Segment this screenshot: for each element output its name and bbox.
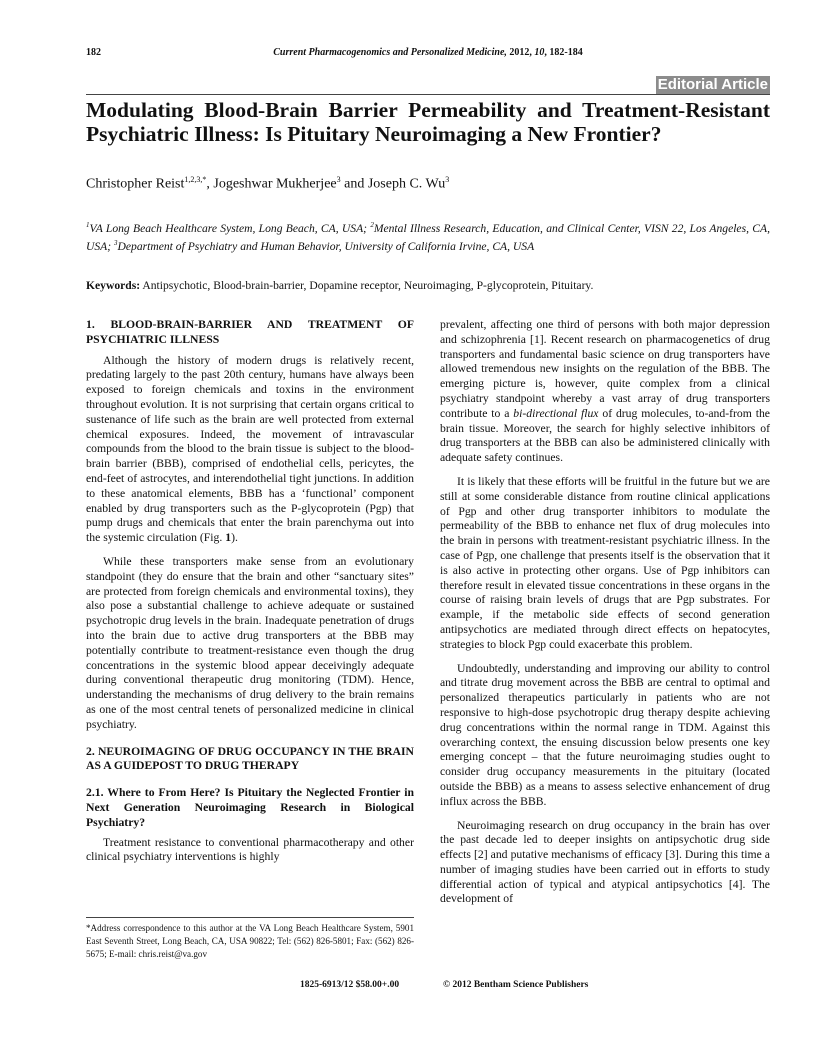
section-heading: 2. NEUROIMAGING OF DRUG OCCUPANCY IN THE BRAIN AS A GUIDEPOST TO DRUG THERAPY bbox=[86, 744, 414, 773]
author-affiliation-marker: 3 bbox=[336, 175, 341, 184]
header-divider bbox=[86, 94, 770, 95]
paragraph: Treatment resistance to conventional pharmacotherapy and other clinical psychiatry interventions is highly bbox=[86, 835, 414, 864]
paragraph: Undoubtedly, understanding and improving our ability to control and titrate drug movement across the BBB are central to optimal and personalized therapeutics particularly in patients who are not responsive to high-dose psychotropic drug therapy despite achieving drug concentrations within the normal range in TDM. Against this overarching context, the ensuing discussion below presents one key emerging concept – that the future neuroimaging studies ought to consider drug occupancy measurements in the pituitary (located outside the BBB) as a means to assess selective enhancement of drug influx across the BBB. bbox=[440, 661, 770, 808]
paragraph: It is likely that these efforts will be fruitful in the future but we are still at some considerable distance from routine clinical applications of Pgp and other drug transporter inhibitors to modulate the permeability of the BBB to enhance net flux of drug molecules into the brain in persons with treatment-resistant psychiatric illness. In the case of Pgp, one challenge that presents itself is the observation that it is also active in protecting other organs. Use of Pgp inhibitors can therefore result in elevated tissue concentrations in these organs in the course of raising brain levels of drugs that are Pgp substrates. For example, if the metabolic side effects of second generation antipsychotics are mediated through direct effects on hepatocytes, strategies to block Pgp could exacerbate this problem. bbox=[440, 474, 770, 651]
figure-reference[interactable]: 1 bbox=[225, 531, 232, 545]
affiliation: Mental Illness Research, Education, and Clinical Center, VISN 22, Los Angeles, CA, USA; bbox=[86, 221, 770, 253]
affiliations: $^1$VA Long Beach Healthcare System, Long Beach, CA, USA; $^2$Mental Illness Research, Education, and Clinical Center, VISN 22, Los Angeles, CA, USA; $^3$Department of Psychiatry and Human Behavior, University of California Irvine, CA, USA bbox=[86, 221, 770, 253]
correspondence-footnote: *Address correspondence to this author at the VA Long Beach Healthcare System, 5901 East Seventh Street, Long Beach, CA, USA 90822; Tel: (562) 826-5801; Fax: (562) 826-5675; E-mail: chris.reist@va.gov bbox=[86, 923, 414, 959]
paragraph: prevalent, affecting one third of persons with both major depression and schizophrenia [1]. Recent research on pharmacogenetics of drug transporters and fundamental basic science on drug transporters have allowed tremendous new insights on the regulation of the BBB. The emerging picture is, however, quite complex from a clinical psychiatry standpoint whereby a vast array of drug transporters contribute to a bi-directional flux of drug molecules, to-and-from the brain tissue. Moreover, the search for highly selective inhibitors of drug transporters at the BBB can also be administered clinically with adequate safety continues. bbox=[440, 318, 770, 465]
article-title: Modulating Blood-Brain Barrier Permeability and Treatment-Resistant Psychiatric Illness: Is Pituitary Neuroimaging a New Frontier? bbox=[86, 98, 770, 146]
author-name: Christopher Reist bbox=[86, 176, 185, 192]
subsection-heading: 2.1. Where to From Here? Is Pituitary the Neglected Frontier in Next Generation Neuroimaging Research in Biological Psychiatry? bbox=[86, 786, 414, 829]
author-list: Christopher Reist$^{1,2,3,*}$, Jogeshwar Mukherjee$^3$ and Joseph C. Wu$^3$ bbox=[86, 175, 450, 192]
right-column bbox=[440, 318, 770, 916]
keywords-label: Keywords: bbox=[86, 279, 141, 292]
author-name: Jogeshwar Mukherjee bbox=[213, 176, 337, 192]
keywords-text: Antipsychotic, Blood-brain-barrier, Dopamine receptor, Neuroimaging, P-glycoprotein, Pituitary. bbox=[140, 279, 594, 292]
article-type-badge: Editorial Article bbox=[657, 76, 768, 93]
affiliation: VA Long Beach Healthcare System, Long Beach, CA, USA; bbox=[89, 221, 371, 235]
author-affiliation-marker: 3 bbox=[445, 175, 450, 184]
paragraph: Although the history of modern drugs is relatively recent, predating largely to the past 20th century, humans have always been exposed to foreign chemicals and toxins in the environment throughout evolution. It is not surprising that certain organs critical to sustenance of life such as the brain are well protected from external chemical exposures. Indeed, the movement of intravascular compounds from the blood to the brain tissue is subject to the blood-brain barrier (BBB), comprised of endothelial cells, pericytes, the end-feet of astrocytes, and interendothelial tight junctions. In addition to these anatomical elements, BBB has a ‘functional’ component enabled by drug transporters such as the P-glycoprotein (Pgp) that pump drugs and chemicals that enter the brain parenchyma out into the systemic circulation (Fig. 1). bbox=[86, 353, 414, 545]
issn-price: 1825-6913/12 $58.00+.00 bbox=[300, 980, 400, 990]
author-affiliation-marker: 1,2,3,* bbox=[184, 175, 207, 184]
emphasis: bi-directional flux bbox=[513, 406, 599, 420]
left-column bbox=[86, 318, 414, 874]
author-name: Joseph C. Wu bbox=[367, 176, 446, 192]
copyright: © 2012 Bentham Science Publishers bbox=[443, 980, 589, 990]
paragraph: While these transporters make sense from an evolutionary standpoint (they do ensure that the brain and other “sanctuary sites” are protected from foreign chemicals and environmental toxins), they also pose a substantial challenge to achieve adequate or sustained psychotropic drug levels in the brain. Inadequate penetration of drugs into the brain due to active drug transporters at the BBB may potentially contribute to treatment-resistance even though the drug concentrations in the systemic blood appear deceivingly adequate during conventional therapeutic drug monitoring (TDM). Hence, understanding the mechanisms of drug delivery to the brain remains as one of the most central tenets of personalized medicine in clinical psychiatry. bbox=[86, 554, 414, 731]
journal-citation: Current Pharmacogenomics and Personalized Medicine, 2012, 10, 182-184 bbox=[273, 47, 583, 58]
paragraph: Neuroimaging research on drug occupancy in the brain has over the past decade led to deeper insights on antipsychotic drug side effects [2] and putative mechanisms of efficacy [3]. During this time a number of imaging studies have been carried out in efforts to study differential action of typical and atypical antipsychotics [4]. The development of bbox=[440, 818, 770, 906]
footnote-divider bbox=[86, 917, 414, 918]
section-heading: 1. BLOOD-BRAIN-BARRIER AND TREATMENT OF PSYCHIATRIC ILLNESS bbox=[86, 318, 414, 346]
affiliation: Department of Psychiatry and Human Behavior, University of California Irvine, CA, USA bbox=[117, 239, 535, 253]
running-header bbox=[86, 47, 770, 58]
page-number: 182 bbox=[86, 47, 101, 58]
keywords bbox=[86, 279, 770, 292]
